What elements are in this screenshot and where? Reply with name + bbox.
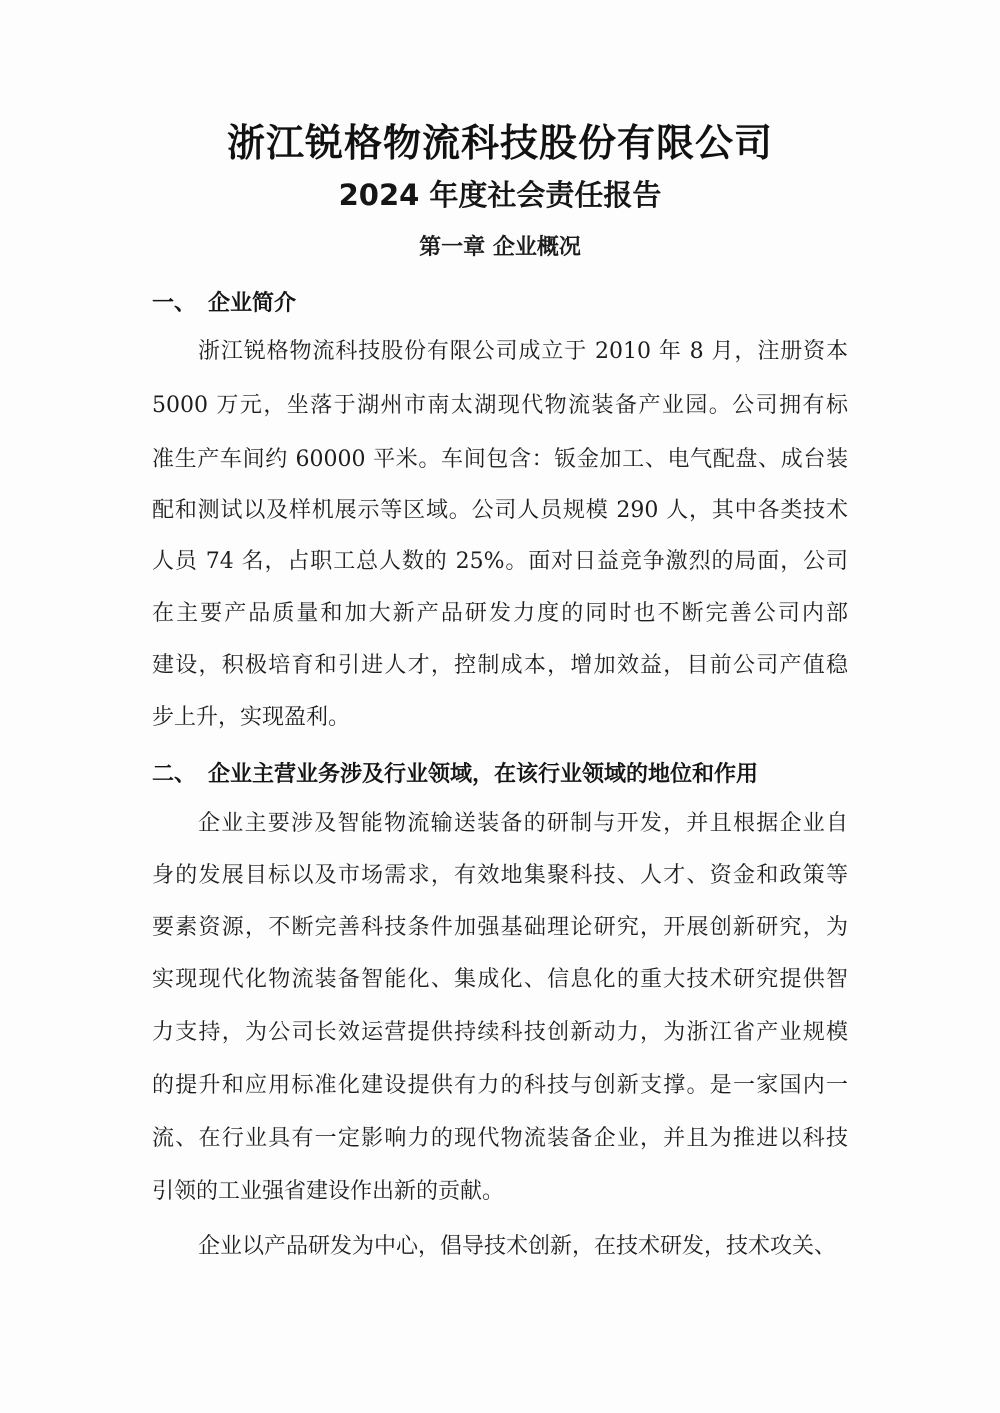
paragraph-line: 要素资源，不断完善科技条件加强基础理论研究，开展创新研究，为	[152, 915, 848, 940]
paragraph-line: 步上升，实现盈利。	[152, 705, 351, 730]
section-number: 二、	[152, 761, 197, 787]
report-title: 2024 年度社会责任报告	[338, 178, 662, 212]
section-title: 企业主营业务涉及行业领域，在该行业领域的地位和作用	[208, 761, 759, 787]
paragraph-line: 准生产车间约 60000 平米。车间包含：钣金加工、电气配盘、成台装	[152, 447, 848, 472]
section-heading-2	[152, 757, 758, 788]
company-title: 浙江锐格物流科技股份有限公司	[226, 121, 773, 165]
section-title: 企业简介	[208, 290, 297, 316]
paragraph-line: 力支持，为公司长效运营提供持续科技创新动力，为浙江省产业规模	[152, 1020, 848, 1045]
paragraph-line: 在主要产品质量和加大新产品研发力度的同时也不断完善公司内部	[152, 601, 848, 626]
paragraph-line: 流、在行业具有一定影响力的现代物流装备企业，并且为推进以科技	[152, 1126, 848, 1151]
paragraph-line: 实现现代化物流装备智能化、集成化、信息化的重大技术研究提供智	[152, 967, 848, 992]
chapter-title: 第一章 企业概况	[419, 234, 581, 260]
paragraph-line: 人员 74 名，占职工总人数的 25%。面对日益竞争激烈的局面，公司	[152, 549, 848, 574]
section-heading-1	[152, 286, 296, 317]
paragraph-line: 企业主要涉及智能物流输送装备的研制与开发，并且根据企业自	[198, 811, 848, 836]
paragraph-line: 引领的工业强省建设作出新的贡献。	[152, 1179, 505, 1204]
paragraph-line: 浙江锐格物流科技股份有限公司成立于 2010 年 8 月，注册资本	[198, 339, 848, 364]
section-number: 一、	[152, 290, 197, 316]
paragraph-line: 企业以产品研发为中心，倡导技术创新，在技术研发，技术攻关、	[198, 1234, 837, 1259]
paragraph-line: 配和测试以及样机展示等区域。公司人员规模 290 人，其中各类技术	[152, 498, 848, 523]
paragraph-line: 建设，积极培育和引进人才，控制成本，增加效益，目前公司产值稳	[152, 653, 848, 678]
paragraph-line: 的提升和应用标准化建设提供有力的科技与创新支撑。是一家国内一	[152, 1073, 848, 1098]
paragraph-line: 身的发展目标以及市场需求，有效地集聚科技、人才、资金和政策等	[152, 863, 848, 888]
paragraph-line: 5000 万元，坐落于湖州市南太湖现代物流装备产业园。公司拥有标	[152, 393, 848, 418]
